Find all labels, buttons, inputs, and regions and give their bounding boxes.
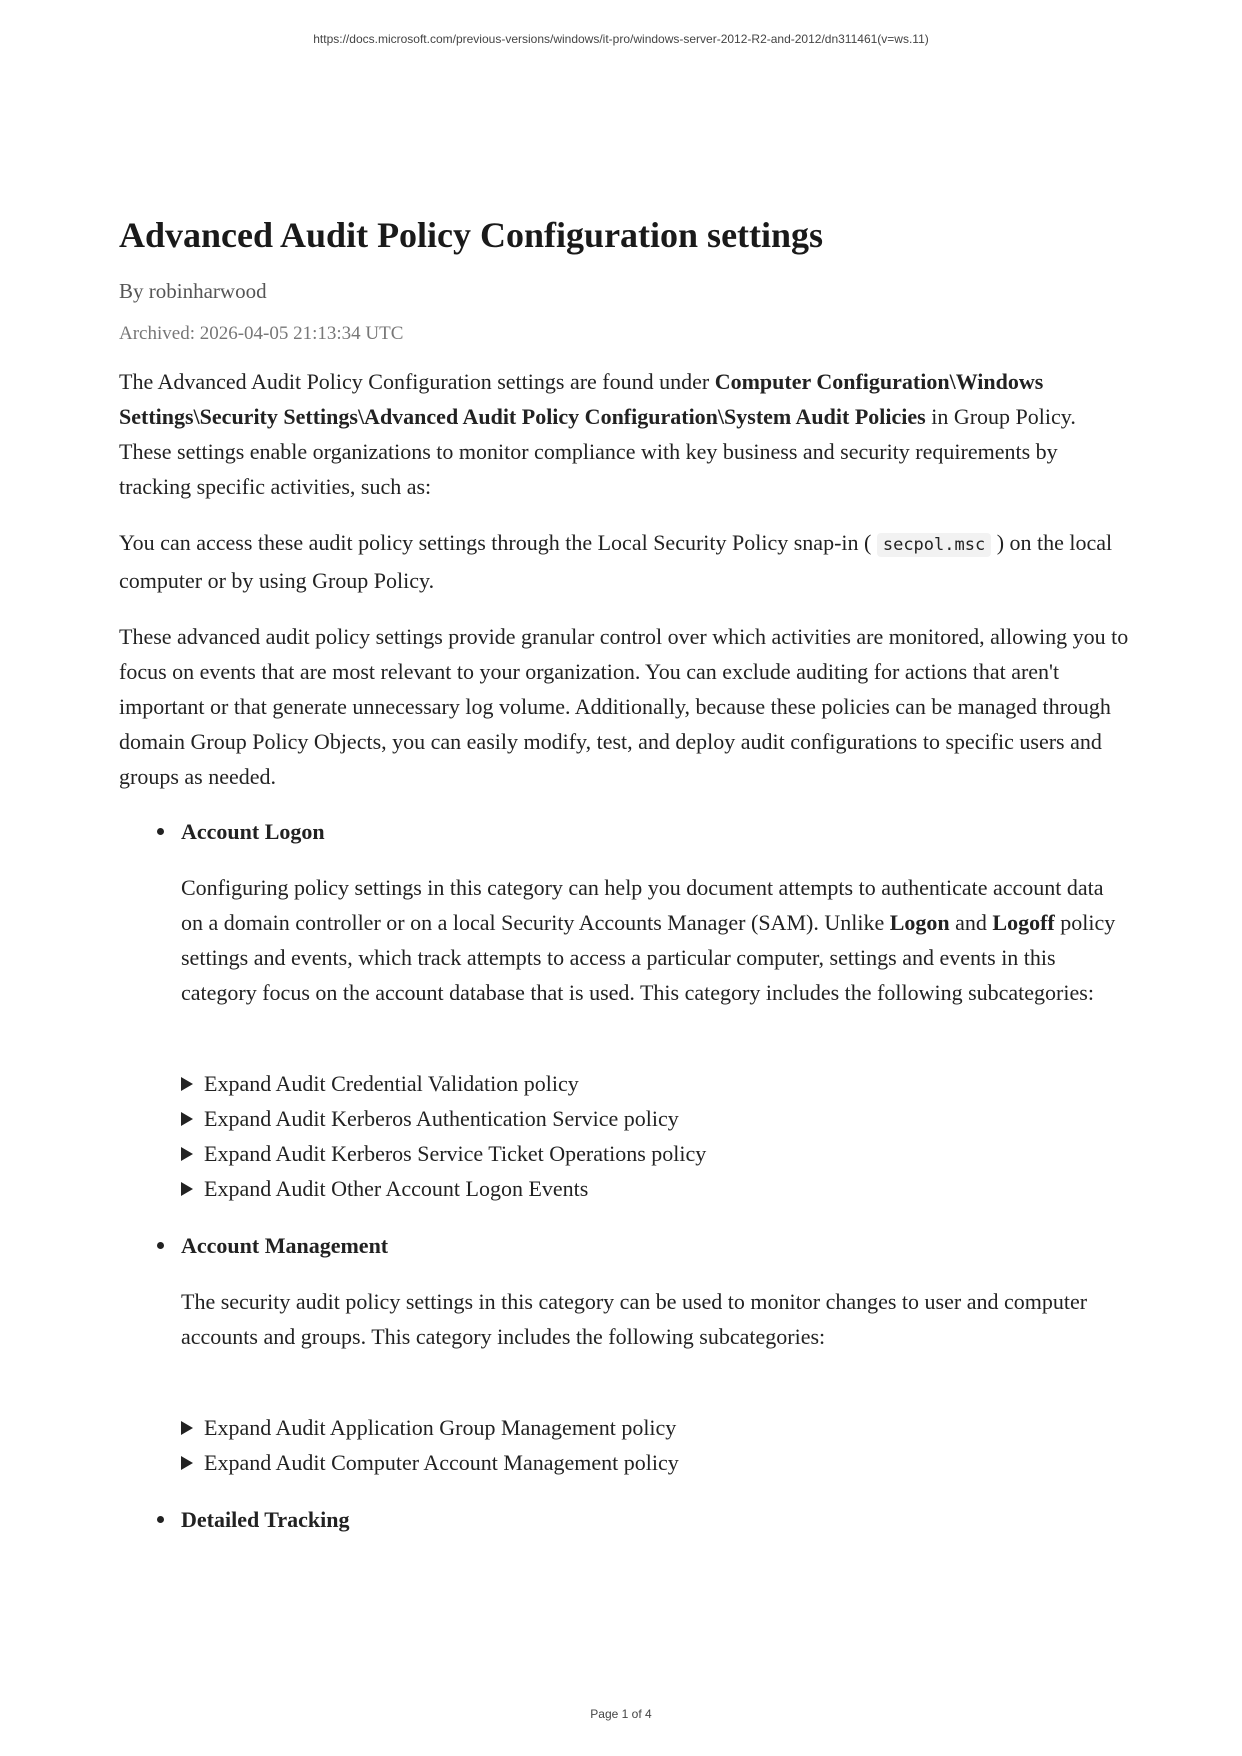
disclosure-triangle-icon <box>181 1112 193 1126</box>
article <box>119 212 1129 1537</box>
disclosure-triangle-icon <box>181 1421 193 1435</box>
page-number: Page 1 of 4 <box>590 1707 652 1721</box>
bullet-icon <box>157 828 164 835</box>
code-secpol: secpol.msc <box>877 533 991 557</box>
access-text: You can access these audit policy settings through the Local Security Policy snap-in ( <box>119 530 872 555</box>
expand-other-account-logon[interactable] <box>181 1171 1129 1206</box>
expand-computer-account-management[interactable] <box>181 1445 1129 1480</box>
category-description <box>181 870 1129 1010</box>
expand-kerberos-authentication[interactable] <box>181 1101 1129 1136</box>
subcategory-list <box>181 1410 1129 1480</box>
subcategory-label: Expand Audit Computer Account Management policy <box>204 1450 679 1475</box>
subcategory-label: Expand Audit Kerberos Authentication Service policy <box>204 1106 679 1131</box>
subcategory-label: Expand Audit Other Account Logon Events <box>204 1176 589 1201</box>
expand-credential-validation[interactable] <box>181 1066 1129 1101</box>
desc-text: Configuring policy settings in this category can help you document attempts to authenticate account data on a domain controller or on a local Security Accounts Manager (SAM). Unlike <box>181 875 1104 935</box>
category-account-management <box>119 1228 1129 1480</box>
expand-application-group-management[interactable] <box>181 1410 1129 1445</box>
author: By robinharwood <box>119 279 267 303</box>
desc-bold: Logon <box>889 910 950 935</box>
category-title: Detailed Tracking <box>181 1507 350 1532</box>
policy-path: Computer Configuration\Windows Settings\Security Settings\Advanced Audit Policy Configuration\System Audit Policies <box>119 369 1044 429</box>
access-text-end: ) on the local computer or by using Group Policy. <box>119 530 1113 593</box>
bullet-icon <box>157 1516 164 1523</box>
subcategory-label: Expand Audit Application Group Management policy <box>204 1415 677 1440</box>
category-account-logon <box>119 814 1129 1206</box>
page-title: Advanced Audit Policy Configuration settings <box>119 215 824 255</box>
category-description: The security audit policy settings in this category can be used to monitor changes to user and computer accounts and groups. This category includes the following subcategories: <box>181 1289 1088 1349</box>
page-url: https://docs.microsoft.com/previous-versions/windows/it-pro/windows-server-2012-R2-and-2012/dn311461(v=ws.11) <box>313 32 929 46</box>
disclosure-triangle-icon <box>181 1456 193 1470</box>
desc-bold: Logoff <box>992 910 1055 935</box>
subcategory-label: Expand Audit Credential Validation policy <box>204 1071 579 1096</box>
disclosure-triangle-icon <box>181 1147 193 1161</box>
category-title: Account Logon <box>181 819 325 844</box>
desc-text: and <box>949 910 993 935</box>
category-detailed-tracking <box>119 1502 1129 1537</box>
granular-paragraph: These advanced audit policy settings provide granular control over which activities are monitored, allowing you to focus on events that are most relevant to your organization. You can exclude auditing for actions that aren't important or that generate unnecessary log volume. Additionally, because these policies can be managed through domain Group Policy Objects, you can easily modify, test, and deploy audit configurations to specific users and groups as needed. <box>119 624 1129 789</box>
desc-text: policy settings and events, which track attempts to access a particular computer, settings and events in this category focus on the account database that is used. This category includes the following subcategories: <box>181 910 1116 1005</box>
archived-timestamp: Archived: 2026-04-05 21:13:34 UTC <box>119 323 404 344</box>
subcategory-label: Expand Audit Kerberos Service Ticket Operations policy <box>204 1141 707 1166</box>
subcategory-list <box>181 1066 1129 1206</box>
disclosure-triangle-icon <box>181 1182 193 1196</box>
expand-kerberos-service-ticket[interactable] <box>181 1136 1129 1171</box>
disclosure-triangle-icon <box>181 1077 193 1091</box>
intro-text: The Advanced Audit Policy Configuration settings are found under <box>119 369 715 394</box>
intro-paragraph <box>119 364 1129 504</box>
bullet-icon <box>157 1242 164 1249</box>
category-list <box>119 814 1129 1537</box>
access-paragraph <box>119 525 1129 598</box>
intro-text-end: in Group Policy. These settings enable organizations to monitor compliance with key business and security requirements by tracking specific activities, such as: <box>119 404 1076 499</box>
category-title: Account Management <box>181 1233 389 1258</box>
